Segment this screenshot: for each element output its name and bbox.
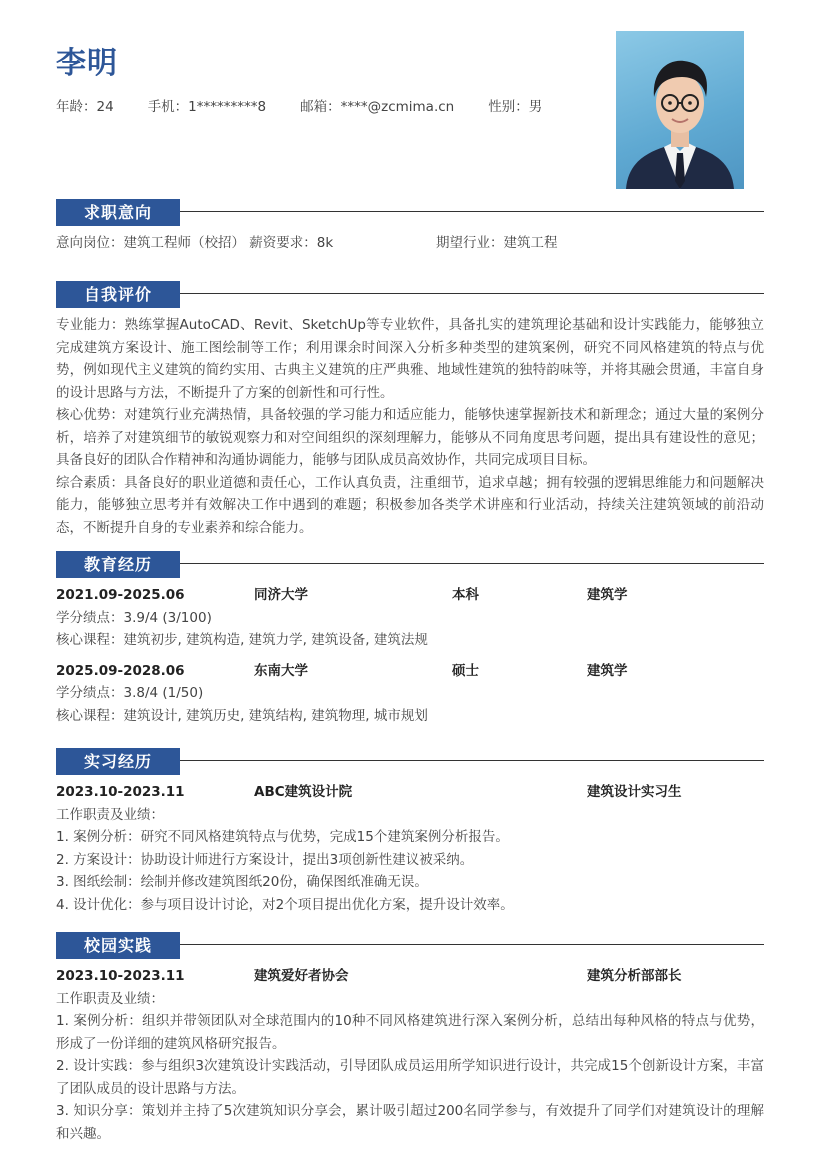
section-header <box>56 551 764 578</box>
age-field: 年龄：24 <box>56 99 114 115</box>
campus-header-row <box>56 965 764 988</box>
internship-role: 建筑设计实习生 <box>587 784 682 800</box>
section-title: 求职意向 <box>56 199 180 226</box>
campus-duty-item: 2. 设计实践：参与组织3次建筑设计实践活动，引导团队成员运用所学知识进行设计，共完成15个创新设计方案，丰富了团队成员的设计思路与方法。 <box>56 1058 764 1097</box>
campus-org: 建筑爱好者协会 <box>254 968 349 984</box>
internship-period: 2023.10-2023.11 <box>56 784 185 800</box>
section-divider <box>180 293 764 294</box>
section-title: 自我评价 <box>56 281 180 308</box>
phone-field: 手机：1*********8 <box>147 99 267 115</box>
section-divider <box>180 944 764 945</box>
campus-period: 2023.10-2023.11 <box>56 968 185 984</box>
education-header-row <box>56 660 764 683</box>
section-divider <box>180 211 764 212</box>
section-header <box>56 748 764 775</box>
internship-company: ABC建筑设计院 <box>254 784 353 800</box>
section-title: 校园实践 <box>56 932 180 959</box>
section-education <box>56 551 764 735</box>
email-field: 邮箱：****@zcmima.cn <box>300 99 455 115</box>
education-gpa: 学分绩点：3.9/4 (3/100) <box>56 609 212 626</box>
education-item <box>56 660 764 728</box>
education-period: 2025.09-2028.06 <box>56 662 185 679</box>
education-major: 建筑学 <box>587 662 628 679</box>
education-item <box>56 584 764 652</box>
intent-industry: 期望行业：建筑工程 <box>436 235 558 251</box>
education-period: 2021.09-2025.06 <box>56 587 185 603</box>
intent-row <box>56 232 764 255</box>
education-major: 建筑学 <box>587 587 628 603</box>
section-header <box>56 199 764 226</box>
section-title: 实习经历 <box>56 748 180 775</box>
campus-duty-label: 工作职责及业绩： <box>56 990 164 1007</box>
internship-duty-item: 3. 图纸绘制：绘制并修改建筑图纸20份，确保图纸准确无误。 <box>56 874 428 890</box>
internship-duty-item: 4. 设计优化：参与项目设计讨论，对2个项目提出优化方案，提升设计效率。 <box>56 896 514 913</box>
education-school: 东南大学 <box>254 662 308 679</box>
section-header <box>56 281 764 308</box>
education-school: 同济大学 <box>254 587 308 603</box>
section-header <box>56 932 764 959</box>
education-degree: 硕士 <box>452 662 479 679</box>
profile-photo <box>616 31 744 189</box>
internship-duty-item: 2. 方案设计：协助设计师进行方案设计，提出3项创新性建议被采纳。 <box>56 851 474 868</box>
self-eval-paragraph: 专业能力：熟练掌握AutoCAD、Revit、SketchUp等专业软件，具备扎实的建筑理论基础和设计实践能力，能够独立完成建筑方案设计、施工图绘制等工作；利用课余时间深入分析多种类型的建筑案例，研究不同风格建筑的特点与优势，例如现代主义建筑的简约实用、古典主义建筑的庄严典雅、地域性建筑的独特韵味等，并将其融会贯通，丰富自身的设计思路与方法，不断提升了方案的创新性和可行性。 <box>56 317 764 401</box>
section-divider <box>180 563 764 564</box>
campus-duty-item: 1. 案例分析：组织并带领团队对全球范围内的10种不同风格建筑进行深入案例分析，总结出每种风格的特点与优势，形成了一份详细的建筑风格研究报告。 <box>56 1013 764 1052</box>
education-courses: 核心课程：建筑设计, 建筑历史, 建筑结构, 建筑物理, 城市规划 <box>56 707 428 724</box>
gender-field: 性别：男 <box>488 99 543 115</box>
basic-info <box>56 95 576 115</box>
education-courses: 核心课程：建筑初步, 建筑构造, 建筑力学, 建筑设备, 建筑法规 <box>56 632 428 648</box>
education-gpa: 学分绩点：3.8/4 (1/50) <box>56 685 204 701</box>
person-portrait-icon <box>616 31 744 189</box>
section-job-intent <box>56 199 764 255</box>
campus-role: 建筑分析部部长 <box>587 968 682 984</box>
section-internship <box>56 748 764 916</box>
self-eval-paragraph: 核心优势：对建筑行业充满热情，具备较强的学习能力和适应能力，能够快速掌握新技术和新理念；通过大量的案例分析，培养了对建筑细节的敏锐观察力和对空间组织的深刻理解力，能够从不同角度思考问题，提出具有建设性的意见；具备良好的团队合作精神和沟通协调能力，能够与团队成员高效协作，共同完成项目目标。 <box>56 407 764 468</box>
education-header-row <box>56 584 764 607</box>
intent-position-salary: 意向岗位：建筑工程师（校招） 薪资要求：8k <box>56 235 334 251</box>
section-divider <box>180 760 764 761</box>
section-campus <box>56 932 764 1145</box>
section-title: 教育经历 <box>56 551 180 578</box>
candidate-name: 李明 <box>56 46 118 81</box>
self-eval-paragraph: 综合素质：具备良好的职业道德和责任心，工作认真负责，注重细节，追求卓越；拥有较强的逻辑思维能力和问题解决能力，能够独立思考并有效解决工作中遇到的难题；积极参加各类学术讲座和行业活动，持续关注建筑领域的前沿动态，不断提升自身的专业素养和综合能力。 <box>56 474 764 536</box>
section-self-eval <box>56 281 764 539</box>
internship-duty-label: 工作职责及业绩： <box>56 806 164 823</box>
internship-duty-item: 1. 案例分析：研究不同风格建筑特点与优势，完成15个建筑案例分析报告。 <box>56 829 509 845</box>
campus-duty-item: 3. 知识分享：策划并主持了5次建筑知识分享会，累计吸引超过200名同学参与，有效提升了同学们对建筑设计的理解和兴趣。 <box>56 1103 764 1142</box>
education-degree: 本科 <box>452 587 479 603</box>
internship-header-row <box>56 781 764 804</box>
